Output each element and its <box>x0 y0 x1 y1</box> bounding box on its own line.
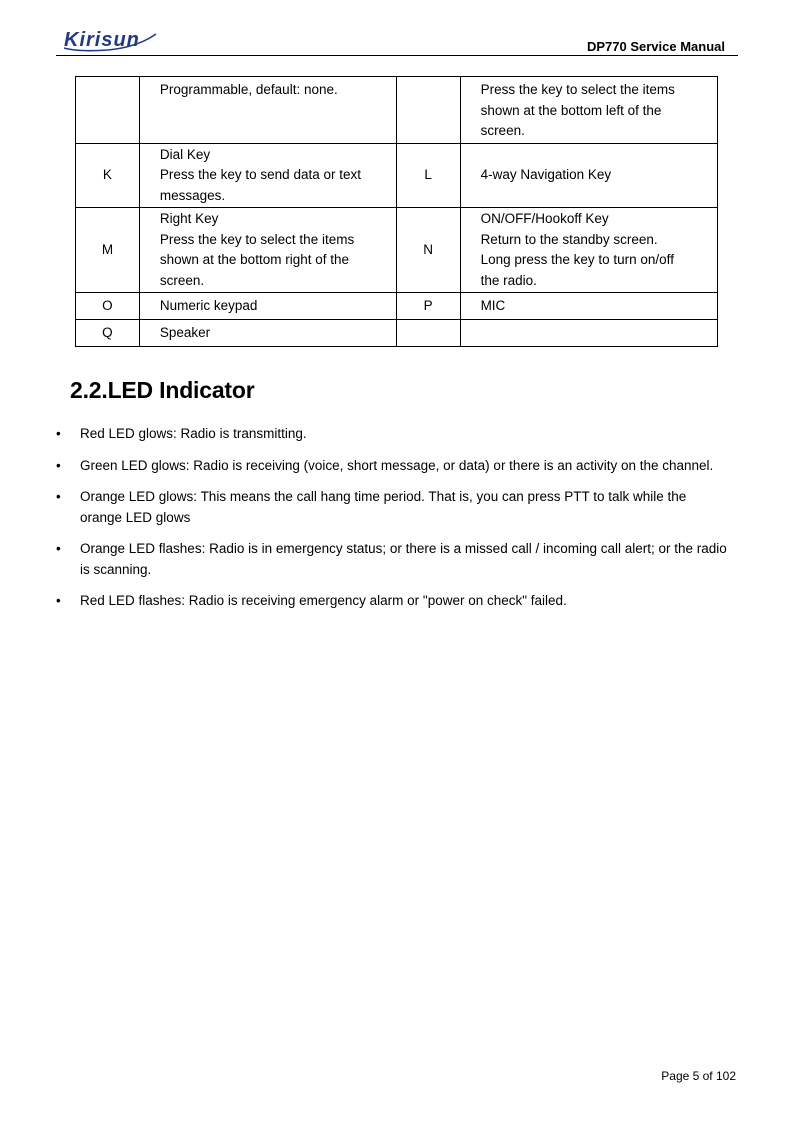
key-cell: N <box>396 208 460 293</box>
kirisun-logo <box>60 28 160 54</box>
key-cell <box>76 77 140 144</box>
bullet-icon: • <box>56 541 61 556</box>
page-number: Page 5 of 102 <box>661 1069 736 1083</box>
description-cell: Programmable, default: none. <box>139 77 396 144</box>
description-line: Press the key to select the items <box>480 82 675 97</box>
description-cell <box>139 208 396 293</box>
description-line: Press the key to send data or text <box>159 167 361 182</box>
description-line: shown at the bottom right of the <box>159 252 349 267</box>
description-line: messages. <box>159 187 226 203</box>
key-cell <box>396 77 460 144</box>
list-item <box>56 456 728 477</box>
description-line: screen. <box>159 272 205 288</box>
key-cell: Q <box>76 320 140 347</box>
key-cell: K <box>76 143 140 208</box>
description-cell: 4-way Navigation Key <box>460 143 717 208</box>
description-cell: MIC <box>460 293 717 320</box>
list-item <box>56 487 728 528</box>
key-cell: P <box>396 293 460 320</box>
table-row <box>76 143 718 208</box>
list-item-text: Green LED glows: Radio is receiving (voice, short message, or data) or there is an activity on the channel. <box>80 457 714 473</box>
description-line: Right Key <box>159 211 219 226</box>
key-description-table <box>75 76 718 347</box>
led-indicator-list <box>56 424 728 623</box>
list-item <box>56 591 728 612</box>
description-line: the radio. <box>480 272 537 288</box>
bullet-icon: • <box>56 593 61 608</box>
section-title: 2.2.LED Indicator <box>70 377 255 403</box>
document-title: DP770 Service Manual <box>586 39 725 54</box>
list-item-text: Red LED glows: Radio is transmitting. <box>80 426 307 441</box>
description-line: shown at the bottom left of the <box>480 102 662 118</box>
list-item-text: Orange LED flashes: Radio is in emergency status; or there is a missed call / incoming call alert; or the radio is scanning. <box>80 541 727 577</box>
description-cell <box>460 77 717 144</box>
list-item <box>56 424 728 445</box>
list-item <box>56 539 728 580</box>
key-cell: L <box>396 143 460 208</box>
svg-text:Kirisun: Kirisun <box>64 29 140 51</box>
table-row <box>76 77 718 144</box>
description-cell: Numeric keypad <box>139 293 396 320</box>
list-item-text: Red LED flashes: Radio is receiving emergency alarm or "power on check" failed. <box>80 593 567 608</box>
key-cell <box>396 320 460 347</box>
key-cell: O <box>76 293 140 320</box>
description-line: Dial Key <box>159 146 211 162</box>
description-cell <box>460 208 717 293</box>
description-line: Return to the standby screen. <box>480 231 658 247</box>
description-cell: Speaker <box>139 320 396 347</box>
table-row <box>76 208 718 293</box>
description-line: Press the key to select the items <box>159 231 355 247</box>
description-line: Long press the key to turn on/off <box>480 252 674 267</box>
bullet-icon: • <box>56 457 61 473</box>
bullet-icon: • <box>56 426 61 441</box>
description-line: ON/OFF/Hookoff Key <box>480 211 609 226</box>
bullet-icon: • <box>56 489 61 504</box>
description-line: screen. <box>480 123 525 138</box>
description-cell <box>139 143 396 208</box>
table-row <box>76 320 718 347</box>
key-cell: M <box>76 208 140 293</box>
header-rule <box>56 55 738 56</box>
table-row <box>76 293 718 320</box>
list-item-text: Orange LED glows: This means the call hang time period. That is, you can press PTT to talk while the orange LED glows <box>80 489 687 525</box>
description-cell <box>460 320 717 347</box>
